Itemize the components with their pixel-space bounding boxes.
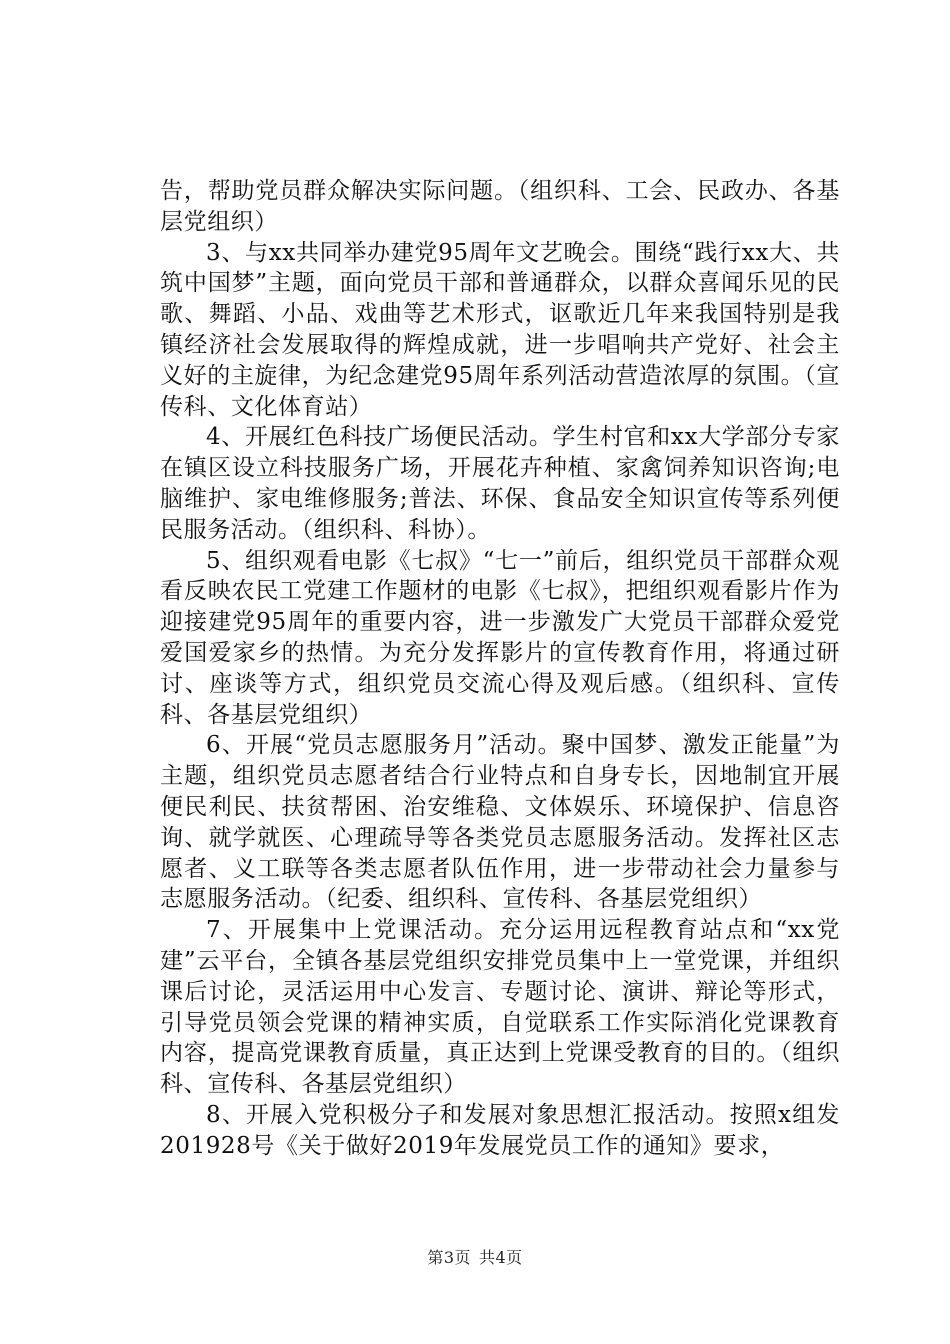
paragraph-item-3: 3、与xx共同举办建党95周年文艺晚会。围绕“践行xx大、共筑中国梦”主题，面向党员干部和普通群众，以群众喜闻乐见的民歌、舞蹈、小品、戏曲等艺术形式，讴歌近几年来我国特别是我镇经济社会发展取得的辉煌成就，进一步唱响共产党好、社会主义好的主旋律，为纪念建党95周年系列活动营造浓厚的氛围。（宣传科、文化体育站）: [160, 239, 840, 420]
paragraph-item-5: 5、组织观看电影《七叔》“七一”前后，组织党员干部群众观看反映农民工党建工作题材的电影《七叔》，把组织观看影片作为迎接建党95周年的重要内容，进一步激发广大党员干部群众爱党爱国爱家乡的热情。为充分发挥影片的宣传教育作用，将通过研讨、座谈等方式，组织党员交流心得及观后感。（组织科、宣传科、各基层党组织）: [160, 547, 840, 728]
page-footer: [0, 1245, 950, 1268]
paragraph-item-8: 8、开展入党积极分子和发展对象思想汇报活动。按照x组发201928号《关于做好2019年发展党员工作的通知》要求，: [160, 1101, 840, 1159]
page-total: 共4页: [479, 1248, 523, 1267]
page-number: 第3页: [427, 1248, 471, 1267]
paragraph-item-7: 7、开展集中上党课活动。充分运用远程教育站点和“xx党建”云平台，全镇各基层党组织安排党员集中上一堂党课，并组织课后讨论，灵活运用中心发言、专题讨论、演讲、辩论等形式，引导党员领会党课的精神实质，自觉联系工作实际消化党课教育内容，提高党课教育质量，真正达到上党课受教育的目的。（组织科、宣传科、各基层党组织）: [160, 917, 840, 1098]
paragraph-continuation: 告，帮助党员群众解决实际问题。（组织科、工会、民政办、各基层党组织）: [160, 178, 840, 235]
paragraph-item-4: 4、开展红色科技广场便民活动。学生村官和xx大学部分专家在镇区设立科技服务广场，开展花卉种植、家禽饲养知识咨询;电脑维护、家电维修服务;普法、环保、食品安全知识宣传等系列便民服务活动。（组织科、科协）。: [160, 424, 840, 543]
paragraph-item-6: 6、开展“党员志愿服务月”活动。聚中国梦、激发正能量”为主题，组织党员志愿者结合行业特点和自身专长，因地制宜开展便民利民、扶贫帮困、治安维稳、文体娱乐、环境保护、信息咨询、就学就医、心理疏导等各类党员志愿服务活动。发挥社区志愿者、义工联等各类志愿者队伍作用，进一步带动社会力量参与志愿服务活动。（纪委、组织科、宣传科、各基层党组织）: [160, 732, 840, 913]
document-body: [160, 176, 840, 1162]
